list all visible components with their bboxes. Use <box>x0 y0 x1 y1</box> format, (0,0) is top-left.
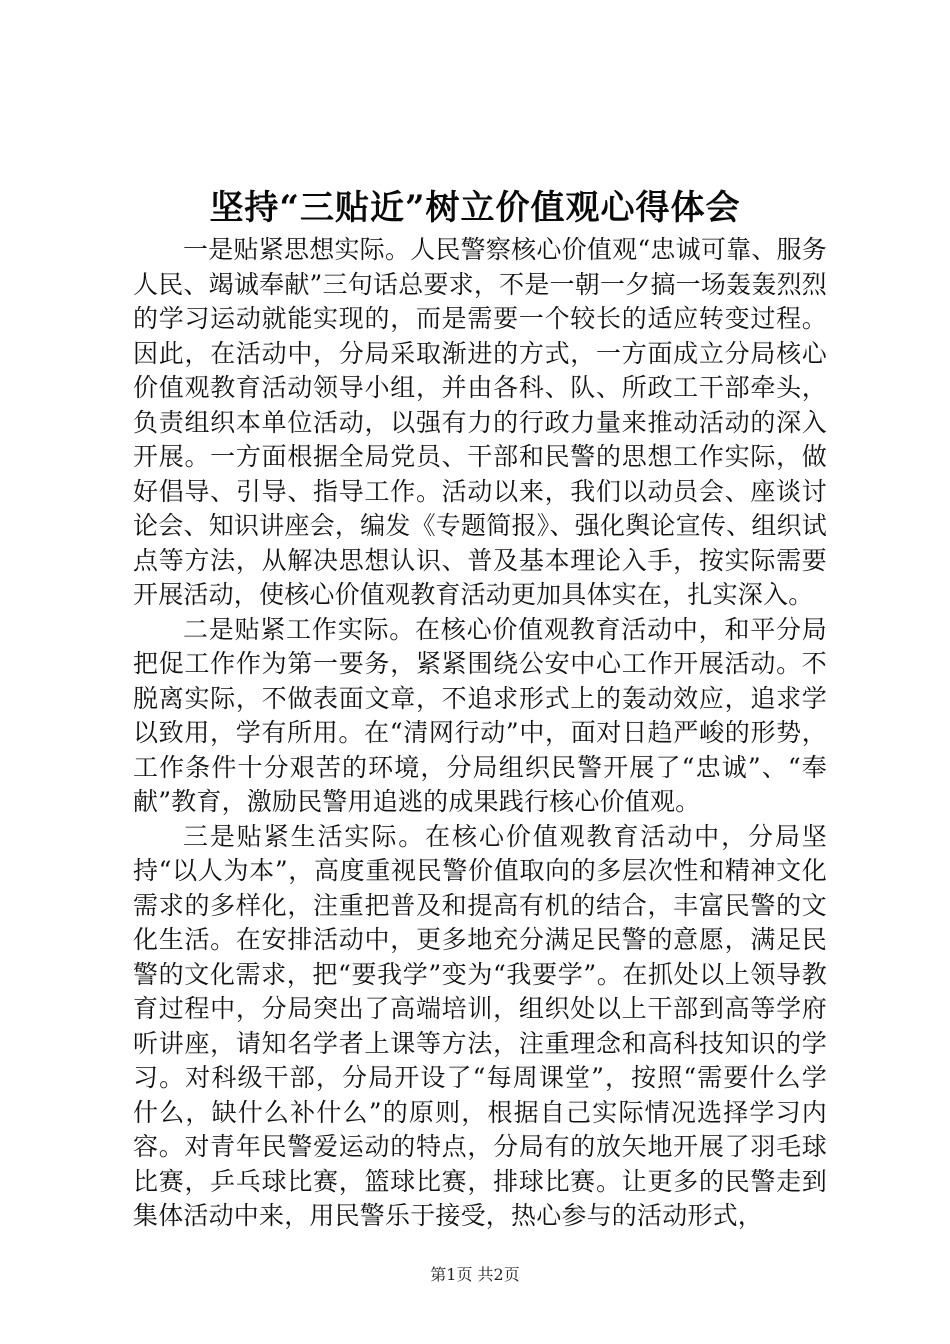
paragraph-thought: 一是贴紧思想实际。人民警察核心价值观“忠诚可靠、服务人民、竭诚奉献”三句话总要求，不是一朝一夕搞一场轰轰烈烈的学习运动就能实现的，而是需要一个较长的适应转变过程。因此，在活动中，分局采取渐进的方式，一方面成立分局核心价值观教育活动领导小组，并由各科、队、所政工干部牵头，负责组织本单位活动，以强有力的行政力量来推动活动的深入开展。一方面根据全局党员、干部和民警的思想工作实际，做好倡导、引导、指导工作。活动以来，我们以动员会、座谈讨论会、知识讲座会，编发《专题简报》、强化舆论宣传、组织试点等方法，从解决思想认识、普及基本理论入手，按实际需要开展活动，使核心价值观教育活动更加具体实在，扎实深入。 <box>133 235 827 609</box>
document-title: 坚持“三贴近”树立价值观心得体会 <box>209 188 741 228</box>
paragraph-work: 二是贴紧工作实际。在核心价值观教育活动中，和平分局把促工作作为第一要务，紧紧围绕公安中心工作开展活动。不脱离实际，不做表面文章，不追求形式上的轰动效应，追求学以致用，学有所用。在“清网行动”中，面对日趋严峻的形势，工作条件十分艰苦的环境，分局组织民警开展了“忠诚”、“奉献”教育，激励民警用追逃的成果践行核心价值观。 <box>133 614 827 816</box>
page-footer: 第1页 共2页 <box>430 1265 520 1284</box>
document-body <box>133 233 827 1234</box>
paragraph-life: 三是贴紧生活实际。在核心价值观教育活动中，分局坚持“以人为本”，高度重视民警价值取向的多层次性和精神文化需求的多样化，注重把普及和提高有机的结合，丰富民警的文化生活。在安排活动中，更多地充分满足民警的意愿，满足民警的文化需求，把“要我学”变为“我要学”。在抓处以上领导教育过程中，分局突出了高端培训，组织处以上干部到高等学府听讲座，请知名学者上课等方法，注重理念和高科技知识的学习。对科级干部，分局开设了“每周课堂”，按照“需要什么学什么，缺什么补什么”的原则，根据自己实际情况选择学习内容。对青年民警爱运动的特点，分局有的放矢地开展了羽毛球比赛，乒乓球比赛，篮球比赛，排球比赛。让更多的民警走到集体活动中来，用民警乐于接受，热心参与的活动形式， <box>133 821 827 1230</box>
